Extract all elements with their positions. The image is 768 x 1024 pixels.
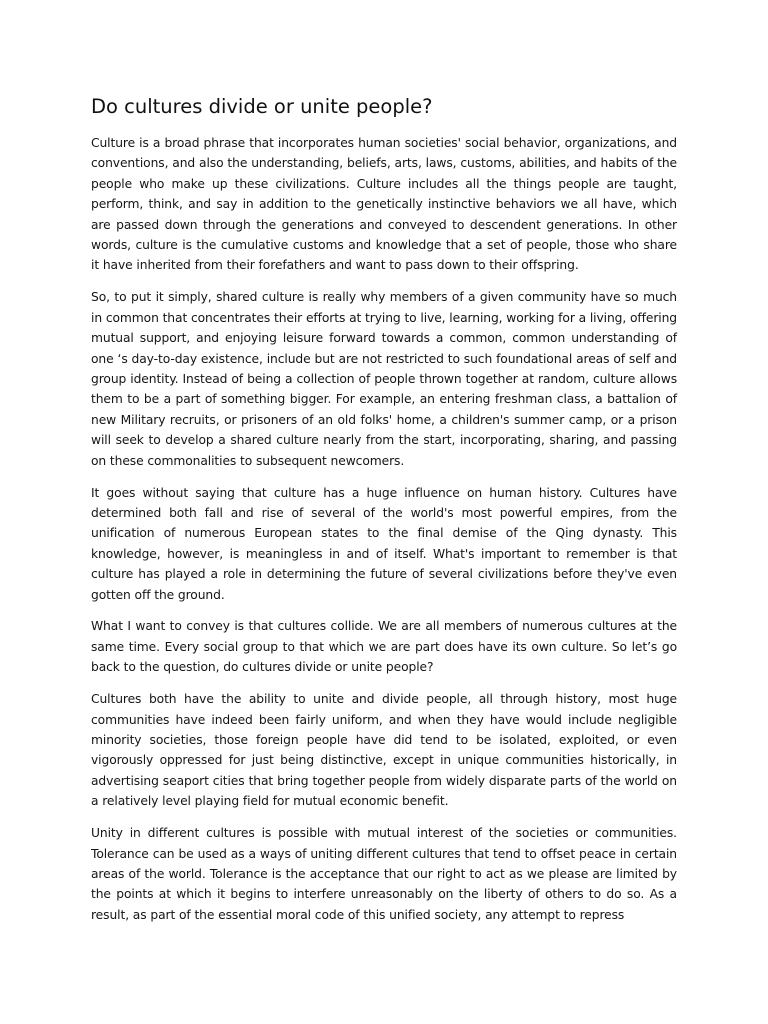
paragraph-4: What I want to convey is that cultures collide. We are all members of numerous cultures at the same time. Every social group to that which we are part does have its own culture. So let’s go back to the question, do cultures divide or unite people?	[91, 619, 677, 675]
paragraph-6: Unity in different cultures is possible with mutual interest of the societies or communities. Tolerance can be used as a ways of uniting different cultures that tend to offset peace in certain areas of the world. Tolerance is the acceptance that our right to act as we please are limited by the points at which it begins to interfere unreasonably on the liberty of others to do so. As a result, as part of the essential moral code of this unified society, any attempt to repress	[91, 826, 677, 922]
paragraph-2: So, to put it simply, shared culture is really why members of a given community have so much in common that concentrates their efforts at trying to live, learning, working for a living, offering mutual support, and enjoying leisure forward towards a common, common understanding of one ‘s day-to-day existence, include but are not restricted to such foundational areas of self and group identity. Instead of being a collection of people thrown together at random, culture allows them to be a part of something bigger. For example, an entering freshman class, a battalion of new Military recruits, or prisoners of an old folks' home, a children's summer camp, or a prison will seek to develop a shared culture nearly from the start, incorporating, sharing, and passing on these commonalities to subsequent newcomers.	[91, 290, 677, 468]
document-body	[91, 133, 677, 937]
paragraph-1: Culture is a broad phrase that incorporates human societies' social behavior, organizations, and conventions, and also the understanding, beliefs, arts, laws, customs, abilities, and habits of the people who make up these civilizations. Culture includes all the things people are taught, perform, think, and say in addition to the genetically instinctive behaviors we all have, which are passed down through the generations and conveyed to descendent generations. In other words, culture is the cumulative customs and knowledge that a set of people, those who share it have inherited from their forefathers and want to pass down to their offspring.	[91, 136, 677, 273]
paragraph-3: It goes without saying that culture has a huge influence on human history. Cultures have determined both fall and rise of several of the world's most powerful empires, from the unification of numerous European states to the final demise of the Qing dynasty. This knowledge, however, is meaningless in and of itself. What's important to remember is that culture has played a role in determining the future of several civilizations before they've even gotten off the ground.	[91, 485, 677, 602]
page-title: Do cultures divide or unite people?	[91, 95, 433, 118]
paragraph-5: Cultures both have the ability to unite and divide people, all through history, most huge communities have indeed been fairly uniform, and when they have would include negligible minority societies, those foreign people have did tend to be isolated, exploited, or even vigorously oppressed for just being distinctive, except in unique communities historically, in advertising seaport cities that bring together people from widely disparate parts of the world on a relatively level playing field for mutual economic benefit.	[91, 692, 677, 809]
